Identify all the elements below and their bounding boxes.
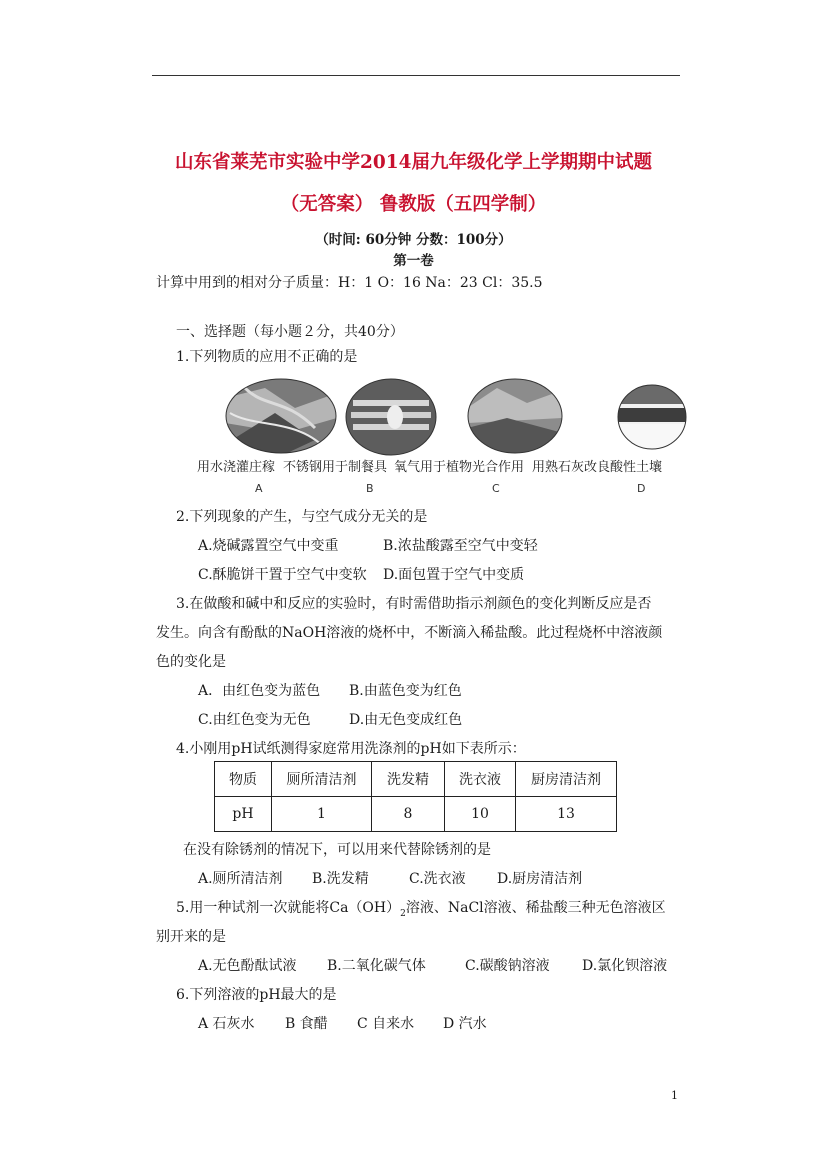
page-number: 1 xyxy=(671,1089,678,1102)
q5-stem-line2: 别开来的是 xyxy=(156,929,226,945)
page-subtitle: （无答案） 鲁教版（五四学制） xyxy=(280,194,547,215)
table-cell: pH xyxy=(215,797,272,832)
plant-photo xyxy=(467,378,563,454)
q1-caption-d: 用熟石灰改良酸性土壤 xyxy=(532,460,663,475)
q5-option-c: C.碳酸钠溶液 xyxy=(465,958,550,974)
table-cell: 13 xyxy=(516,797,617,832)
table-row xyxy=(215,797,617,832)
q5-option-a: A.无色酚酞试液 xyxy=(198,958,297,974)
q2-stem: 2.下列现象的产生，与空气成分无关的是 xyxy=(176,509,428,525)
q6-option-a: A 石灰水 xyxy=(198,1016,255,1032)
q4-option-a: A.厕所清洁剂 xyxy=(198,871,283,887)
q5-stem-line1 xyxy=(176,897,666,919)
q2-option-b: B.浓盐酸露至空气中变轻 xyxy=(383,538,538,554)
q4-stem: 4.小刚用pH试纸测得家庭常用洗涤剂的pH如下表所示： xyxy=(176,741,526,757)
ph-table xyxy=(214,761,617,832)
q3-stem-line2: 发生。向含有酚酞的NaOH溶液的烧杯中，不断滴入稀盐酸。此过程烧杯中溶液颜 xyxy=(156,625,663,641)
table-header-cell: 物质 xyxy=(215,762,272,797)
q6-option-b: B 食醋 xyxy=(285,1016,328,1032)
q1-letter-d: D xyxy=(637,482,646,495)
q3-option-c: C.由红色变为无色 xyxy=(198,712,311,728)
q4-option-c: C.洗衣液 xyxy=(409,871,466,887)
q5-option-b: B.二氧化碳气体 xyxy=(327,958,426,974)
q3-stem-line3: 色的变化是 xyxy=(156,654,226,670)
q1-stem: 1.下列物质的应用不正确的是 xyxy=(176,349,358,365)
q3-option-d: D.由无色变成红色 xyxy=(349,712,463,728)
header-rule xyxy=(152,75,680,76)
table-header-cell: 厨房清洁剂 xyxy=(516,762,617,797)
q1-letter-c: C xyxy=(492,482,500,495)
q3-option-b: B.由蓝色变为红色 xyxy=(349,683,462,699)
q4-followup: 在没有除锈剂的情况下，可以用来代替除锈剂的是 xyxy=(183,842,491,858)
table-cell: 10 xyxy=(445,797,516,832)
page-title: 山东省莱芜市实验中学2014届九年级化学上学期期中试题 xyxy=(175,152,652,173)
q5-option-d: D.氯化钡溶液 xyxy=(582,958,668,974)
table-header-cell: 厕所清洁剂 xyxy=(272,762,372,797)
molar-mass-line: 计算中用到的相对分子质量：H：1 O：16 Na：23 Cl：35.5 xyxy=(156,275,543,291)
q1-letter-a: A xyxy=(255,482,263,495)
q2-option-c: C.酥脆饼干置于空气中变软 xyxy=(198,567,367,583)
q4-option-b: B.洗发精 xyxy=(312,871,369,887)
q1-caption-c: 氧气用于植物光合作用 xyxy=(394,460,525,475)
table-cell: 1 xyxy=(272,797,372,832)
q1-letter-b: B xyxy=(366,482,374,495)
q2-option-d: D.面包置于空气中变质 xyxy=(383,567,525,583)
soil-photo xyxy=(617,384,687,450)
cutlery-photo xyxy=(345,378,437,456)
q3-stem-line1: 3.在做酸和碱中和反应的实验时，有时需借助指示剂颜色的变化判断反应是否 xyxy=(176,596,652,612)
q1-caption-b: 不锈钢用于制餐具 xyxy=(283,460,388,475)
section-heading: 一、选择题（每小题２分，共40分） xyxy=(176,324,404,340)
q5-subscript: 2 xyxy=(400,908,406,919)
q5-stem-post: 溶液、NaCl溶液、稀盐酸三种无色溶液区 xyxy=(405,900,666,916)
q2-option-a: A.烧碱露置空气中变重 xyxy=(198,538,339,554)
q3-option-a: A．由红色变为蓝色 xyxy=(198,683,321,699)
time-score: （时间: 60分钟 分数：100分） xyxy=(315,232,512,248)
volume-label: 第一卷 xyxy=(393,253,434,269)
q5-stem-pre: 5.用一种试剂一次就能将Ca（OH） xyxy=(176,900,401,916)
q6-option-c: C 自来水 xyxy=(357,1016,415,1032)
table-header-row xyxy=(215,762,617,797)
q4-option-d: D.厨房清洁剂 xyxy=(497,871,583,887)
q1-caption-a: 用水浇灌庄稼 xyxy=(197,460,276,475)
q6-option-d: D 汽水 xyxy=(443,1016,487,1032)
table-header-cell: 洗衣液 xyxy=(445,762,516,797)
irrigation-photo xyxy=(225,378,337,454)
q1-images xyxy=(195,378,675,498)
table-cell: 8 xyxy=(372,797,445,832)
table-header-cell: 洗发精 xyxy=(372,762,445,797)
q6-stem: 6.下列溶液的pH最大的是 xyxy=(176,987,337,1003)
